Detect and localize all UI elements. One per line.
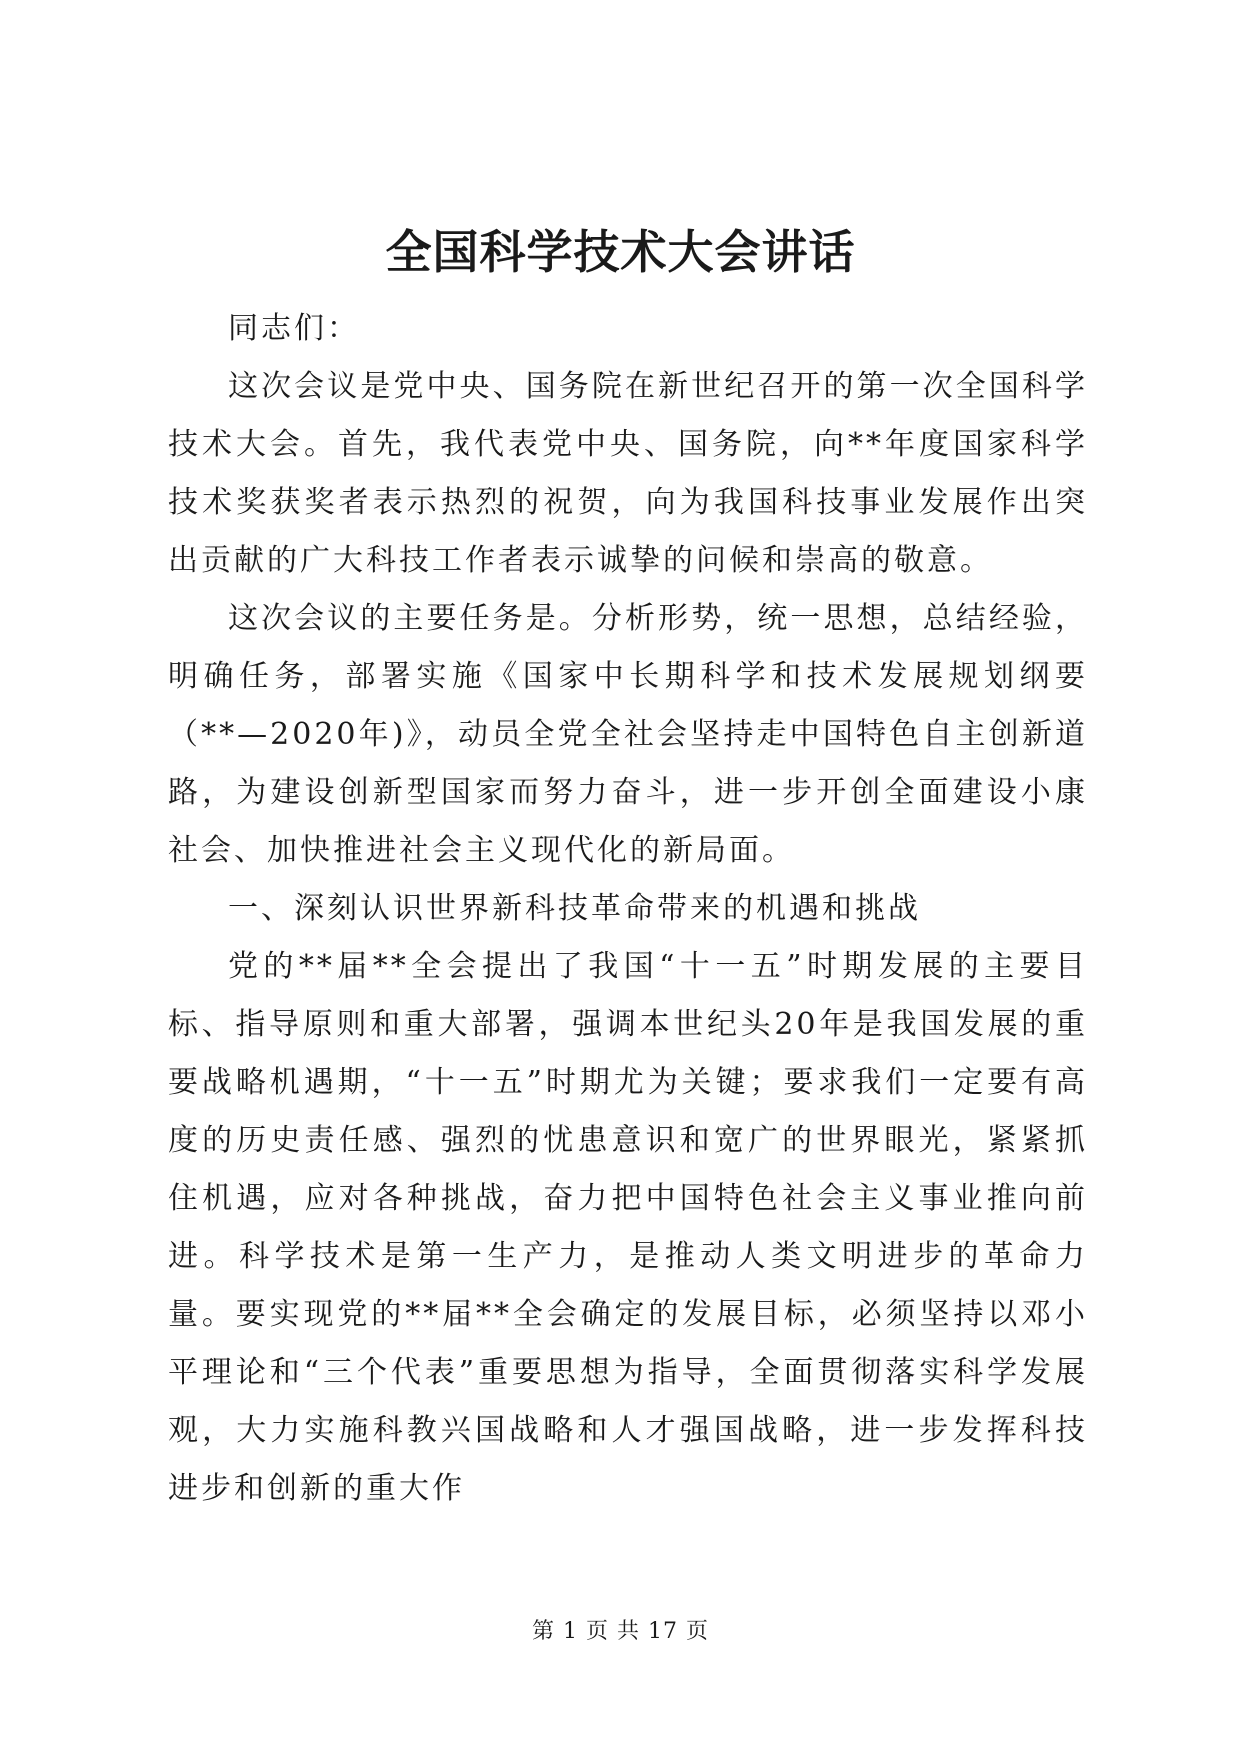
- document-title: 全国科学技术大会讲话: [385, 225, 856, 279]
- section-heading-1: 一、深刻认识世界新科技革命带来的机遇和挑战: [228, 891, 921, 926]
- salutation: 同志们：: [228, 311, 360, 346]
- paragraph-main-task: 这次会议的主要任务是。分析形势，统一思想，总结经验，明确任务，部署实施《国家中长期科学和技术发展规划纲要（**—2020年)》，动员全党全社会坚持走中国特色自主创新道路，为建设创新型国家而努力奋斗，进一步开创全面建设小康社会、加快推进社会主义现代化的新局面。: [168, 601, 1088, 868]
- document-body: [168, 300, 1088, 1518]
- page-footer: 第 1 页 共 17 页: [532, 1619, 709, 1644]
- paragraph-section-1: 党的**届**全会提出了我国“十一五”时期发展的主要目标、指导原则和重大部署，强调本世纪头20年是我国发展的重要战略机遇期，“十一五”时期尤为关键；要求我们一定要有高度的历史责任感、强烈的忧患意识和宽广的世界眼光，紧紧抓住机遇，应对各种挑战，奋力把中国特色社会主义事业推向前进。科学技术是第一生产力，是推动人类文明进步的革命力量。要实现党的**届**全会确定的发展目标，必须坚持以邓小平理论和“三个代表”重要思想为指导，全面贯彻落实科学发展观，大力实施科教兴国战略和人才强国战略，进一步发挥科技进步和创新的重大作: [168, 949, 1088, 1506]
- paragraph-intro: 这次会议是党中央、国务院在新世纪召开的第一次全国科学技术大会。首先，我代表党中央、国务院，向**年度国家科学技术奖获奖者表示热烈的祝贺，向为我国科技事业发展作出突出贡献的广大科技工作者表示诚挚的问候和崇高的敬意。: [168, 369, 1088, 578]
